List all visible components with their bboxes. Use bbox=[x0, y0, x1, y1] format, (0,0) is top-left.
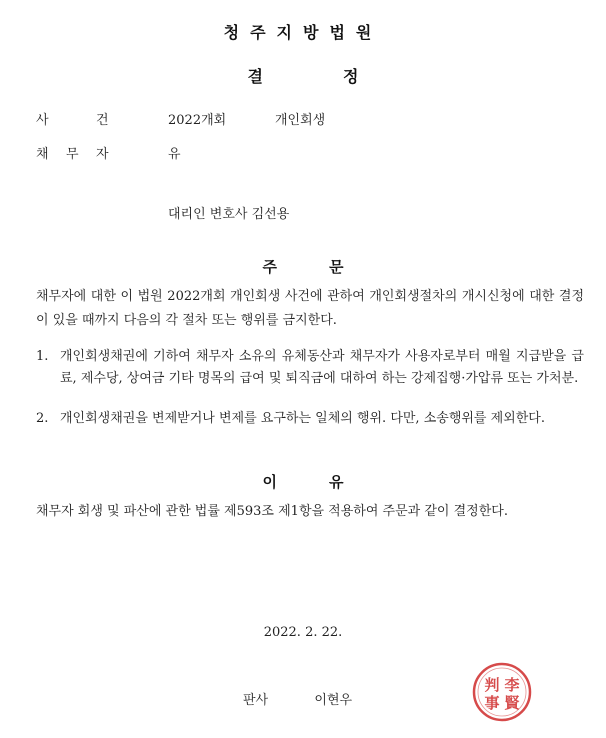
svg-text:判: 判 bbox=[484, 676, 500, 694]
reason-text: 채무자 회생 및 파산에 관한 법률 제593조 제1항을 적용하여 주문과 같이 결정한다. bbox=[36, 504, 508, 519]
reason-heading: 이 유 bbox=[262, 473, 344, 491]
agent: 대리인 변호사 김선용 bbox=[168, 207, 290, 222]
svg-text:賢: 賢 bbox=[504, 694, 520, 712]
document-title-char-2: 정 bbox=[343, 67, 359, 86]
main-text: 채무자에 대한 이 법원 2022개회 개인회생 사건에 관하여 개인회생절차의 개시신청에 대한 결정이 있을 때까지 다음의 각 절차 또는 행위를 금지한다. bbox=[36, 289, 584, 328]
judge-signature bbox=[243, 689, 352, 708]
list-item bbox=[36, 346, 584, 390]
debtor-label: 채 무 자 bbox=[36, 147, 109, 162]
svg-text:事: 事 bbox=[484, 694, 500, 712]
case-label: 사 건 bbox=[36, 113, 109, 128]
svg-text:李: 李 bbox=[504, 676, 520, 694]
case-number: 2022개회 bbox=[168, 113, 227, 128]
document-title bbox=[0, 64, 606, 87]
decision-date: 2022. 2. 22. bbox=[263, 625, 343, 640]
list-item bbox=[36, 408, 584, 430]
judge-name: 이현우 bbox=[314, 693, 353, 708]
list-item-text: 개인회생채권에 기하여 채무자 소유의 유체동산과 채무자가 사용자로부터 매월 지급받을 급료, 제수당, 상여금 기타 명목의 급여 및 퇴직금에 대하여 하는 강제집행·가압류 또는 가처분. bbox=[60, 349, 584, 386]
judge-seal-icon bbox=[470, 660, 534, 724]
list-item-number: 1. bbox=[36, 349, 49, 364]
case-name: 개인회생 bbox=[275, 113, 326, 128]
judge-title: 판사 bbox=[243, 693, 269, 708]
list-item-number: 2. bbox=[36, 411, 49, 426]
list-item-text: 개인회생채권을 변제받거나 변제를 요구하는 일체의 행위. 다만, 소송행위를 제외한다. bbox=[60, 411, 545, 426]
debtor-name: 유 bbox=[168, 147, 181, 162]
court-name: 청주지방법원 bbox=[223, 23, 383, 42]
document-title-char-1: 결 bbox=[247, 67, 263, 86]
main-heading: 주 문 bbox=[262, 258, 344, 276]
